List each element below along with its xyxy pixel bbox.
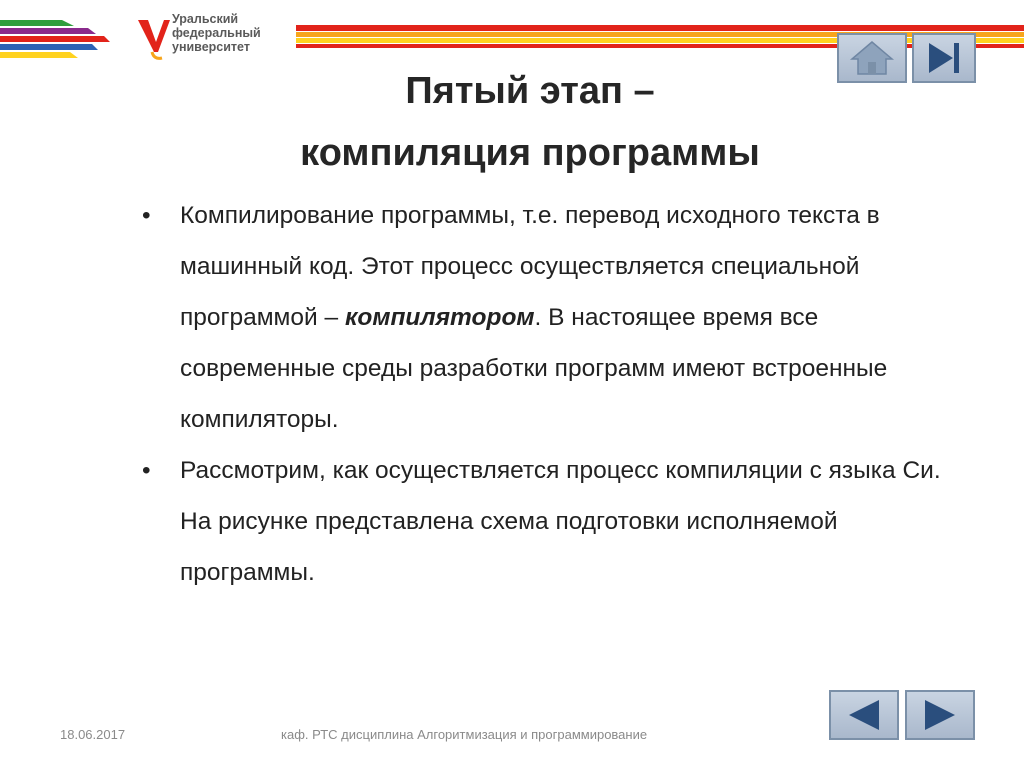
bullet-paragraph-2	[142, 445, 942, 598]
footer-date: 18.06.2017	[60, 727, 126, 742]
skip-to-end-icon	[923, 39, 965, 77]
home-button[interactable]	[837, 33, 907, 83]
slide-title	[220, 60, 840, 184]
bullet-paragraph-1	[142, 190, 942, 445]
slide-body	[142, 190, 942, 598]
slide-title-line-2: компиляция программы	[300, 132, 760, 174]
skip-to-end-button[interactable]	[912, 33, 976, 83]
slide-title-line-1: Пятый этап –	[405, 70, 655, 112]
logo-text	[172, 12, 261, 54]
decorative-stripes-left	[0, 20, 110, 62]
footer-course: каф. РТС дисциплина Алгоритмизация и программирование	[281, 727, 648, 742]
home-icon	[849, 39, 895, 77]
logo-line-3: университет	[172, 40, 250, 54]
emphasis-compiler: компилятором	[344, 304, 535, 331]
logo-line-1: Уральский	[172, 12, 239, 26]
previous-arrow-icon	[841, 696, 887, 734]
paragraph-2-text: Рассмотрим, как осуществляется процесс компиляции с языка Си. На рисунке представлена схема подготовки исполняемой программы.	[180, 457, 941, 586]
bullet-marker: •	[142, 457, 151, 484]
paragraph-1-text-start: Компилирование программы, т.е. перевод исходного текста в машинный код. Этот процесс осуществляется специальной программой –	[180, 202, 880, 331]
next-slide-button[interactable]	[905, 690, 975, 740]
paragraph-1-text-end: . В настоящее время все современные среды разработки программ имеют встроенные компиляторы.	[180, 304, 888, 433]
logo-line-2: федеральный	[172, 26, 261, 40]
urfu-logo-icon	[134, 12, 174, 64]
bullet-marker: •	[142, 202, 151, 229]
previous-slide-button[interactable]	[829, 690, 899, 740]
next-arrow-icon	[917, 696, 963, 734]
